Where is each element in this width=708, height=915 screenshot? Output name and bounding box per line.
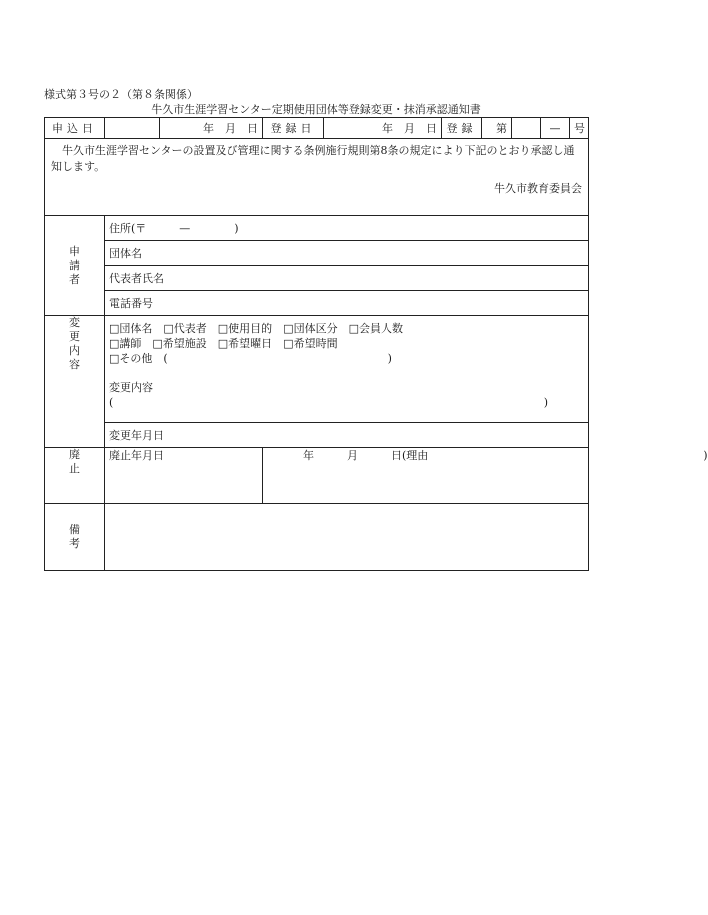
phone-row (45, 291, 589, 316)
change-date-field[interactable]: 変更年月日 (105, 423, 589, 448)
number-dash: — (541, 118, 570, 139)
application-date-blank[interactable] (105, 118, 160, 139)
change-detail-field[interactable] (109, 395, 584, 410)
change-checkboxes-line1[interactable]: □団体名 □代表者 □使用目的 □団体区分 □会員人数 (109, 322, 403, 335)
number-part1-field[interactable] (512, 118, 541, 139)
notice-text: 牛久市生涯学習センターの設置及び管理に関する条例施行規則第8条の規定により下記のとおり承認し通知します。 (51, 144, 575, 173)
number-prefix: 第 (482, 118, 512, 139)
header-row (45, 118, 589, 139)
remarks-row (45, 504, 589, 571)
applicant-section-label: 申請者 (45, 216, 105, 316)
change-detail-label: 変更内容 (109, 381, 153, 394)
detail-paren-close: ) (543, 396, 548, 409)
address-field[interactable]: 住所(〒 — ) (105, 216, 589, 241)
representative-row (45, 266, 589, 291)
number-suffix: 号 (570, 118, 589, 139)
registration-date-field[interactable]: 年 月 日 (324, 118, 442, 139)
change-checkboxes-line3[interactable]: □その他 ( ) (109, 352, 392, 365)
notice-row (45, 139, 589, 216)
issuer-signature: 牛久市教育委員会 (494, 182, 582, 195)
abolish-section-label: 廃止 (45, 448, 105, 504)
change-section-label: 変更内容 (45, 316, 105, 448)
phone-field[interactable]: 電話番号 (105, 291, 589, 316)
registration-date-label: 登録日 (263, 118, 324, 139)
change-checkboxes-line2[interactable]: □講師 □希望施設 □希望曜日 □希望時間 (109, 337, 338, 350)
abolish-date-reason-field[interactable]: 年 月 日(理由 ) (263, 448, 589, 504)
document-title: 牛久市生涯学習センター定期使用団体等登録変更・抹消承認通知書 (151, 103, 481, 116)
remarks-section-label: 備考 (45, 504, 105, 571)
representative-field[interactable]: 代表者氏名 (105, 266, 589, 291)
form-number: 様式第３号の２（第８条関係） (44, 88, 198, 101)
group-name-row (45, 241, 589, 266)
abolish-row (45, 448, 589, 504)
application-date-field[interactable]: 年 月 日 (160, 118, 263, 139)
remarks-field[interactable] (105, 504, 589, 571)
change-content-row (45, 316, 589, 423)
detail-paren-open: ( (109, 396, 114, 409)
change-date-row (45, 423, 589, 448)
change-options[interactable] (105, 316, 589, 423)
registration-number-label: 登録 (442, 118, 482, 139)
abolish-date-label: 廃止年月日 (105, 448, 263, 504)
group-name-field[interactable]: 団体名 (105, 241, 589, 266)
form-table (44, 117, 708, 571)
application-date-label: 申込日 (45, 118, 105, 139)
applicant-address-row (45, 216, 589, 241)
